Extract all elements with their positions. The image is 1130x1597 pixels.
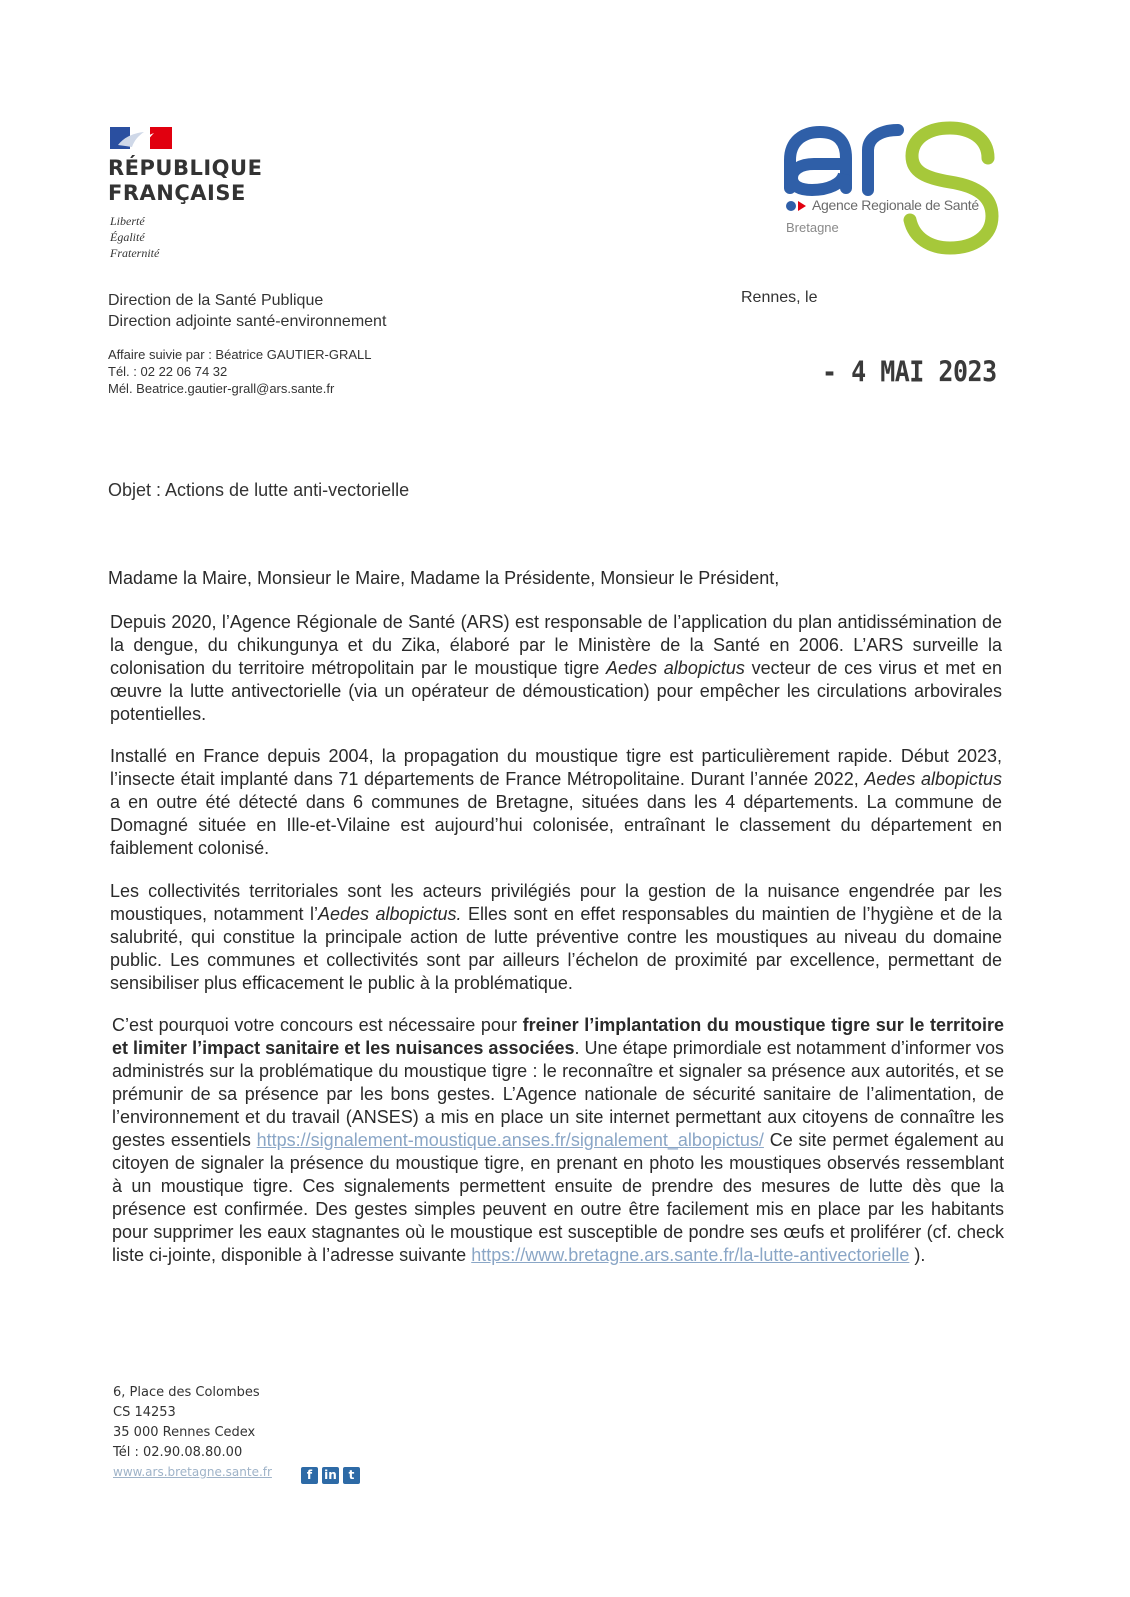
letter-subject: Objet : Actions de lutte anti-vectorielle	[108, 480, 410, 500]
contact-mel: Mél. Beatrice.gautier-grall@ars.sante.fr	[108, 381, 335, 396]
motto-egalite: Égalité	[110, 230, 145, 244]
p2-species: Aedes albopictus	[864, 769, 1002, 789]
paragraph-1	[110, 611, 1002, 726]
marianne-logo	[110, 127, 172, 149]
anses-signalement-link[interactable]: https://signalement-moustique.anses.fr/signalement_albopictus/	[256, 1130, 764, 1150]
paragraph-2	[110, 745, 1002, 860]
footer-tel: Tél : 02.90.08.80.00	[113, 1445, 243, 1460]
p4-text-c: Ce site permet également au citoyen de signaler la présence du moustique tigre, en prenant en photo les moustiques observés ressemblant à un moustique tigre. Ces signalements permettent ensuite de prendre des mesures de lutte dès que la présence est confirmée. Des gestes simples peuvent en outre être facilement mis en place par les habitants pour supprimer les eaux stagnantes où le moustique est susceptible de pondre ses œufs et proliférer (cf. check liste ci-jointe, disponible à l’adresse suivante	[112, 1130, 1004, 1265]
facebook-icon[interactable]: f	[301, 1467, 318, 1484]
p2-text-b: a en outre été détecté dans 6 communes de Bretagne, situées dans les 4 départements. La commune de Domagné située en Ille-et-Vilaine est aujourd’hui colonisée, entraînant le classement du département en faiblement colonisé.	[110, 792, 1002, 858]
salutation: Madame la Maire, Monsieur le Maire, Madame la Présidente, Monsieur le Président,	[108, 568, 780, 588]
republique-francaise-name	[108, 156, 262, 206]
p3-text-a: Les collectivités territoriales sont les acteurs privilégiés pour la gestion de la nuisance engendrée par les moustiques, notamment l’	[110, 881, 1002, 924]
motto-liberte: Liberté	[110, 214, 145, 228]
direction-block	[108, 290, 386, 332]
contact-tel: Tél. : 02 22 06 74 32	[108, 364, 228, 379]
paragraph-4	[112, 1014, 1004, 1267]
twitter-icon[interactable]: t	[343, 1467, 360, 1484]
ars-lutte-antivectorielle-link[interactable]: https://www.bretagne.ars.sante.fr/la-lutte-antivectorielle	[471, 1245, 910, 1265]
paragraph-3	[110, 880, 1002, 995]
republic-line2: FRANÇAISE	[108, 181, 246, 205]
place-label: Rennes, le	[741, 289, 818, 306]
contact-block	[108, 346, 371, 397]
affaire-suivie: Affaire suivie par : Béatrice GAUTIER-GRALL	[108, 347, 372, 362]
footer-website-link[interactable]: www.ars.bretagne.sante.fr	[113, 1465, 272, 1479]
p4-text-d: ).	[909, 1245, 926, 1265]
direction-sante-publique: Direction de la Santé Publique	[108, 292, 324, 309]
p4-text-a: C’est pourquoi votre concours est nécessaire pour	[112, 1015, 523, 1035]
p3-species: Aedes albopictus.	[318, 904, 462, 924]
p1-text-a: Depuis 2020, l’Agence Régionale de Santé (ARS) est responsable de l’application du plan antidissémination de la dengue, du chikungunya et du Zika, élaboré par le Ministère de la Santé en 2006. L’ARS surveille la colonisation du territoire métropolitain par le moustique tigre	[110, 612, 1002, 678]
p2-text-a: Installé en France depuis 2004, la propagation du moustique tigre est particulièrement rapide. Début 2023, l’insecte était implanté dans 71 départements de France Métropolitaine. Durant l’année 2022,	[110, 746, 1002, 789]
republic-motto	[110, 213, 159, 261]
direction-adjointe: Direction adjointe santé-environnement	[108, 313, 387, 330]
ars-region-name: Bretagne	[786, 220, 839, 235]
footer-address-line3: 35 000 Rennes Cedex	[113, 1425, 256, 1440]
p4-emphasis: freiner l’implantation du moustique tigre sur le territoire et limiter l’impact sanitaire et les nuisances associées	[112, 1015, 1005, 1058]
p1-text-b: vecteur de ces virus et met en œuvre la lutte antivectorielle (via un opérateur de démoustication) pour empêcher les circulations arbovirales potentielles.	[110, 658, 1003, 724]
ars-logo	[784, 120, 1014, 260]
ars-agency-name: Agence Regionale de Santé	[812, 197, 979, 213]
footer-address-line1: 6, Place des Colombes	[113, 1385, 260, 1400]
date-stamp: - 4 MAI 2023	[822, 354, 997, 389]
footer-address-line2: CS 14253	[113, 1405, 176, 1420]
p4-text-b: . Une étape primordiale est notamment d’informer vos administrés sur la problématique du moustique tigre : le reconnaître et signaler sa présence aux autorités, et se prémunir de sa présence par les bons gestes. L’Agence nationale de sécurité sanitaire de l’alimentation, de l’environnement et du travail (ANSES) a mis en place un site internet permettant aux citoyens de connaître les gestes essentiels	[112, 1038, 1004, 1150]
ars-dots-icon	[786, 200, 808, 212]
republic-line1: RÉPUBLIQUE	[108, 156, 263, 180]
footer-address	[113, 1383, 260, 1463]
p1-species: Aedes albopictus	[606, 658, 745, 678]
motto-fraternite: Fraternité	[110, 246, 160, 260]
linkedin-icon[interactable]: in	[322, 1467, 339, 1484]
p3-text-b: Elles sont en effet responsables du maintien de l’hygiène et de la salubrité, qui constitue la principale action de lutte préventive contre les moustiques au niveau du domaine public. Les communes et collectivités sont par ailleurs l’échelon de proximité par excellence, permettant de sensibiliser plus efficacement le public à la problématique.	[110, 904, 1002, 993]
